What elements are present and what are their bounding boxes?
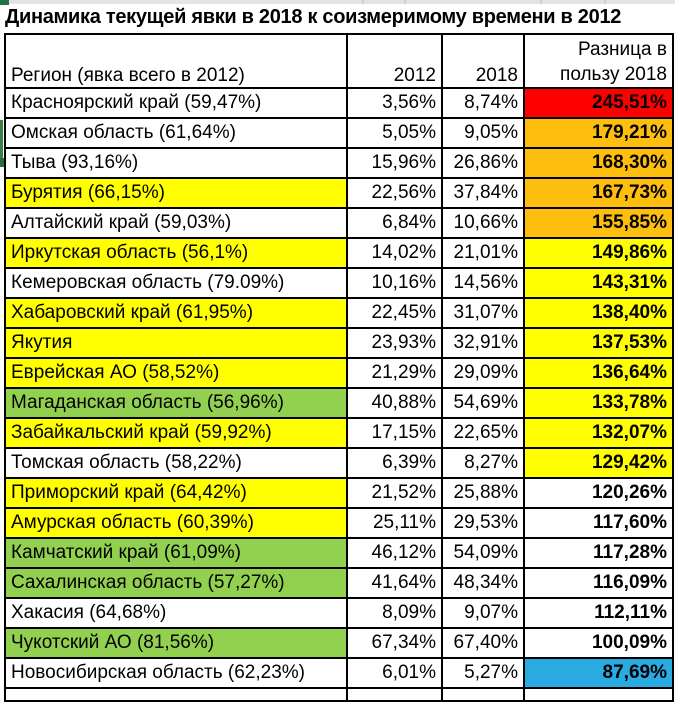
value-2012-cell: 46,12% bbox=[347, 538, 442, 568]
diff-cell: 136,64% bbox=[524, 358, 673, 388]
excel-corner-artifact bbox=[0, 0, 9, 5]
value-2012-cell: 14,02% bbox=[347, 238, 442, 268]
value-2018-cell: 9,07% bbox=[442, 598, 524, 628]
diff-cell: 168,30% bbox=[524, 148, 673, 178]
diff-header-line1: Разница в bbox=[577, 38, 667, 60]
table-row bbox=[5, 178, 673, 208]
region-cell: Хабаровский край (61,95%) bbox=[5, 298, 347, 328]
value-2018-cell: 54,69% bbox=[442, 388, 524, 418]
empty-cell bbox=[524, 688, 673, 701]
diff-header-line2: пользу 2018 bbox=[560, 63, 667, 85]
value-2018-cell: 26,86% bbox=[442, 148, 524, 178]
value-2012-cell: 15,96% bbox=[347, 148, 442, 178]
empty-cell bbox=[5, 688, 347, 701]
region-cell: Сахалинская область (57,27%) bbox=[5, 568, 347, 598]
table-body bbox=[5, 88, 673, 688]
value-2018-cell: 21,01% bbox=[442, 238, 524, 268]
value-2012-cell: 6,01% bbox=[347, 658, 442, 688]
diff-cell: 143,31% bbox=[524, 268, 673, 298]
gridline-tick bbox=[362, 0, 364, 4]
diff-cell: 167,73% bbox=[524, 178, 673, 208]
region-column-header: Регион (явка всего в 2012) bbox=[5, 34, 347, 88]
diff-cell: 120,26% bbox=[524, 478, 673, 508]
diff-cell: 132,07% bbox=[524, 418, 673, 448]
diff-cell: 137,53% bbox=[524, 328, 673, 358]
value-2018-cell: 9,05% bbox=[442, 118, 524, 148]
value-2012-cell: 8,09% bbox=[347, 598, 442, 628]
screenshot-top-edge-sliver bbox=[0, 0, 675, 4]
diff-cell: 149,86% bbox=[524, 238, 673, 268]
region-cell: Якутия bbox=[5, 328, 347, 358]
table-row bbox=[5, 358, 673, 388]
region-cell: Тыва (93,16%) bbox=[5, 148, 347, 178]
region-cell: Новосибирская область (62,23%) bbox=[5, 658, 347, 688]
column-header-2018: 2018 bbox=[442, 34, 524, 88]
value-2018-cell: 22,65% bbox=[442, 418, 524, 448]
table-row bbox=[5, 478, 673, 508]
table-row bbox=[5, 88, 673, 118]
region-cell: Камчатский край (61,09%) bbox=[5, 538, 347, 568]
value-2012-cell: 21,52% bbox=[347, 478, 442, 508]
table-row bbox=[5, 568, 673, 598]
value-2018-cell: 8,74% bbox=[442, 88, 524, 118]
value-2012-cell: 41,64% bbox=[347, 568, 442, 598]
value-2018-cell: 8,27% bbox=[442, 448, 524, 478]
region-cell: Бурятия (66,15%) bbox=[5, 178, 347, 208]
table-row bbox=[5, 508, 673, 538]
value-2012-cell: 10,16% bbox=[347, 268, 442, 298]
value-2018-cell: 37,84% bbox=[442, 178, 524, 208]
value-2018-cell: 10,66% bbox=[442, 208, 524, 238]
diff-cell: 155,85% bbox=[524, 208, 673, 238]
value-2012-cell: 21,29% bbox=[347, 358, 442, 388]
table-row bbox=[5, 268, 673, 298]
region-cell: Омская область (61,64%) bbox=[5, 118, 347, 148]
value-2012-cell: 3,56% bbox=[347, 88, 442, 118]
value-2012-cell: 25,11% bbox=[347, 508, 442, 538]
diff-cell: 116,09% bbox=[524, 568, 673, 598]
value-2018-cell: 29,53% bbox=[442, 508, 524, 538]
diff-cell: 112,11% bbox=[524, 598, 673, 628]
region-cell: Кемеровская область (79.09%) bbox=[5, 268, 347, 298]
region-cell: Иркутская область (56,1%) bbox=[5, 238, 347, 268]
value-2012-cell: 67,34% bbox=[347, 628, 442, 658]
header-row bbox=[5, 34, 673, 88]
gridline-tick bbox=[540, 0, 542, 4]
turnout-table bbox=[4, 33, 674, 702]
region-cell: Магаданская область (56,96%) bbox=[5, 388, 347, 418]
region-cell: Чукотский АО (81,56%) bbox=[5, 628, 347, 658]
diff-cell: 129,42% bbox=[524, 448, 673, 478]
table-row bbox=[5, 118, 673, 148]
page-title: Динамика текущей явки в 2018 к соизмеримому времени в 2012 bbox=[5, 6, 622, 28]
value-2018-cell: 31,07% bbox=[442, 298, 524, 328]
diff-cell: 133,78% bbox=[524, 388, 673, 418]
region-cell: Приморский край (64,42%) bbox=[5, 478, 347, 508]
row-selection-artifact bbox=[0, 120, 3, 160]
table-row bbox=[5, 448, 673, 478]
value-2018-cell: 14,56% bbox=[442, 268, 524, 298]
value-2012-cell: 17,15% bbox=[347, 418, 442, 448]
table-row bbox=[5, 628, 673, 658]
region-cell: Томская область (58,22%) bbox=[5, 448, 347, 478]
table-row bbox=[5, 328, 673, 358]
column-header-2012: 2012 bbox=[347, 34, 442, 88]
value-2012-cell: 23,93% bbox=[347, 328, 442, 358]
value-2018-cell: 25,88% bbox=[442, 478, 524, 508]
region-cell: Еврейская АО (58,52%) bbox=[5, 358, 347, 388]
gridline-tick bbox=[404, 0, 406, 4]
diff-cell: 138,40% bbox=[524, 298, 673, 328]
value-2018-cell: 48,34% bbox=[442, 568, 524, 598]
region-cell: Амурская область (60,39%) bbox=[5, 508, 347, 538]
table-row bbox=[5, 238, 673, 268]
diff-cell: 179,21% bbox=[524, 118, 673, 148]
empty-cell bbox=[347, 688, 442, 701]
value-2018-cell: 67,40% bbox=[442, 628, 524, 658]
empty-cell bbox=[442, 688, 524, 701]
diff-cell: 100,09% bbox=[524, 628, 673, 658]
clipped-bottom-row bbox=[5, 688, 673, 701]
value-2012-cell: 22,56% bbox=[347, 178, 442, 208]
diff-cell: 117,28% bbox=[524, 538, 673, 568]
table-row bbox=[5, 658, 673, 688]
gridline-tick bbox=[604, 0, 606, 4]
table-row bbox=[5, 418, 673, 448]
value-2012-cell: 6,39% bbox=[347, 448, 442, 478]
table-row bbox=[5, 388, 673, 418]
table-row bbox=[5, 148, 673, 178]
value-2012-cell: 22,45% bbox=[347, 298, 442, 328]
diff-cell: 87,69% bbox=[524, 658, 673, 688]
region-cell: Красноярский край (59,47%) bbox=[5, 88, 347, 118]
value-2018-cell: 32,91% bbox=[442, 328, 524, 358]
table-row bbox=[5, 208, 673, 238]
region-cell: Алтайский край (59,03%) bbox=[5, 208, 347, 238]
diff-cell: 245,51% bbox=[524, 88, 673, 118]
value-2012-cell: 6,84% bbox=[347, 208, 442, 238]
diff-column-header bbox=[524, 34, 673, 88]
value-2018-cell: 5,27% bbox=[442, 658, 524, 688]
table-row bbox=[5, 298, 673, 328]
value-2012-cell: 5,05% bbox=[347, 118, 442, 148]
diff-cell: 117,60% bbox=[524, 508, 673, 538]
value-2018-cell: 29,09% bbox=[442, 358, 524, 388]
table-row bbox=[5, 538, 673, 568]
region-cell: Забайкальский край (59,92%) bbox=[5, 418, 347, 448]
table-row bbox=[5, 598, 673, 628]
value-2012-cell: 40,88% bbox=[347, 388, 442, 418]
value-2018-cell: 54,09% bbox=[442, 538, 524, 568]
region-cell: Хакасия (64,68%) bbox=[5, 598, 347, 628]
